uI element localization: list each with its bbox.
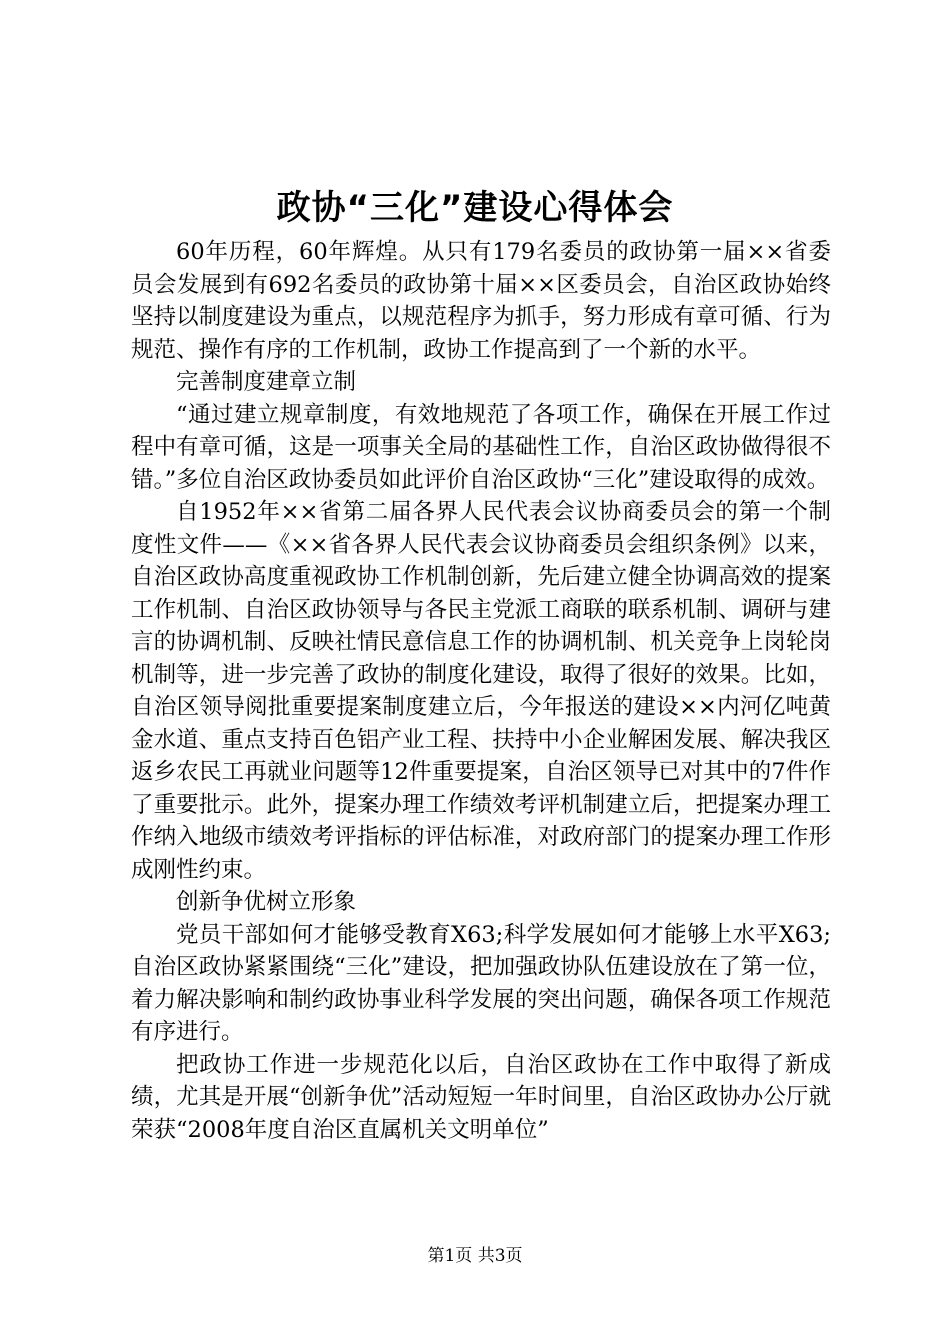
paragraph: 把政协工作进一步规范化以后，自治区政协在工作中取得了新成绩，尤其是开展“创新争优”活动短短一年时间里，自治区政协办公厅就荣获“2008年度自治区直属机关文明单位” [131,1051,831,1143]
document-title: 政协“三化”建设心得体会 [276,188,674,228]
paragraph: 自1952年××省第二届各界人民代表会议协商委员会的第一个制度性文件——《××省各界人民代表会议协商委员会组织条例》以来，自治区政协高度重视政协工作机制创新，先后建立健全协调高效的提案工作机制、自治区政协领导与各民主党派工商联的联系机制、调研与建言的协调机制、反映社情民意信息工作的协调机制、机关竞争上岗轮岗机制等，进一步完善了政协的制度化建设，取得了很好的效果。比如，自治区领导阅批重要提案制度建立后，今年报送的建设××内河亿吨黄金水道、重点支持百色铝产业工程、扶持中小企业解困发展、解决我区返乡农民工再就业问题等12件重要提案，自治区领导已对其中的7件作了重要批示。此外，提案办理工作绩效考评机制建立后，把提案办理工作纳入地级市绩效考评指标的评估标准，对政府部门的提案办理工作形成刚性约束。 [131,499,831,883]
section-heading: 完善制度建章立制 [176,369,357,395]
paragraph: 党员干部如何才能够受教育X63;科学发展如何才能够上水平X63;自治区政协紧紧围绕“三化”建设，把加强政协队伍建设放在了第一位，着力解决影响和制约政协事业科学发展的突出问题，确保各项工作规范有序进行。 [131,921,831,1045]
document-body [131,236,831,1146]
paragraph: “通过建立规章制度，有效地规范了各项工作，确保在开展工作过程中有章可循，这是一项事关全局的基础性工作，自治区政协做得很不错。”多位自治区政协委员如此评价自治区政协“三化”建设取得的成效。 [131,401,831,493]
section-heading: 创新争优树立形象 [176,889,357,915]
paragraph: 60年历程，60年辉煌。从只有179名委员的政协第一届××省委员会发展到有692名委员的政协第十届××区委员会，自治区政协始终坚持以制度建设为重点，以规范程序为抓手，努力形成有章可循、行为规范、操作有序的工作机制，政协工作提高到了一个新的水平。 [131,239,831,363]
page-number: 第1页 共3页 [427,1246,523,1266]
